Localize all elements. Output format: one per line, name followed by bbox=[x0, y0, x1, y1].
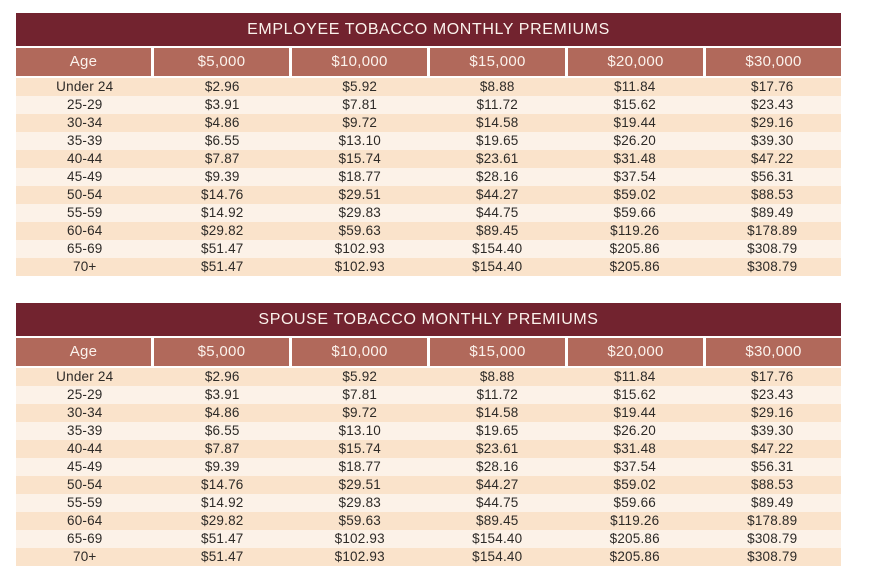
table-cell: $59.63 bbox=[338, 223, 381, 238]
table-cell: $17.76 bbox=[751, 79, 794, 94]
table-cell: $14.92 bbox=[201, 495, 244, 510]
table-cell: 60-64 bbox=[66, 513, 103, 528]
table-cell: $102.93 bbox=[334, 549, 385, 564]
table-cell: $26.20 bbox=[613, 423, 656, 438]
table-cell: $29.51 bbox=[338, 477, 381, 492]
table-cell: $89.49 bbox=[751, 495, 794, 510]
table-cell: $14.58 bbox=[476, 405, 519, 420]
column-header: Age bbox=[69, 343, 98, 360]
table-cell: Under 24 bbox=[56, 79, 114, 94]
table-cell: $205.86 bbox=[609, 241, 660, 256]
table-cell: $4.86 bbox=[204, 405, 240, 420]
table-cell: $88.53 bbox=[751, 187, 794, 202]
table-row bbox=[16, 404, 841, 422]
table-cell: $2.96 bbox=[204, 79, 240, 94]
table-cell: $14.76 bbox=[201, 477, 244, 492]
table-cell: $59.02 bbox=[613, 477, 656, 492]
table-row bbox=[16, 530, 841, 548]
table-cell: $15.74 bbox=[338, 151, 381, 166]
table-cell: $154.40 bbox=[472, 241, 523, 256]
table-cell: $102.93 bbox=[334, 531, 385, 546]
table-cell: $17.76 bbox=[751, 369, 794, 384]
table-cell: $119.26 bbox=[610, 513, 660, 528]
table-cell: $44.27 bbox=[476, 187, 519, 202]
table-cell: $7.81 bbox=[342, 97, 378, 112]
table-cell: $56.31 bbox=[751, 459, 794, 474]
table-cell: $154.40 bbox=[472, 531, 523, 546]
table-row bbox=[16, 114, 841, 132]
table-cell: 45-49 bbox=[66, 169, 103, 184]
table-cell: $102.93 bbox=[334, 241, 385, 256]
table-cell: $56.31 bbox=[751, 169, 794, 184]
table-cell: $14.58 bbox=[476, 115, 519, 130]
table-cell: $13.10 bbox=[338, 423, 381, 438]
table-cell: $9.39 bbox=[204, 459, 240, 474]
column-header: $5,000 bbox=[151, 48, 289, 76]
table-cell: $2.96 bbox=[204, 369, 240, 384]
table-cell: $102.93 bbox=[334, 259, 385, 274]
table-cell: $11.72 bbox=[476, 387, 518, 402]
spouse-table-title: SPOUSE TOBACCO MONTHLY PREMIUMS bbox=[16, 303, 841, 336]
table-cell: $205.86 bbox=[609, 531, 660, 546]
table-cell: $37.54 bbox=[613, 169, 656, 184]
table-cell: $51.47 bbox=[201, 531, 244, 546]
table-cell: 55-59 bbox=[66, 205, 103, 220]
column-header: $20,000 bbox=[565, 48, 703, 76]
table-cell: $5.92 bbox=[342, 79, 378, 94]
table-cell: 65-69 bbox=[66, 241, 103, 256]
table-cell: $59.63 bbox=[338, 513, 381, 528]
table-cell: 70+ bbox=[73, 549, 97, 564]
table-row bbox=[16, 240, 841, 258]
employee-table-body bbox=[16, 78, 841, 276]
table-cell: 40-44 bbox=[66, 441, 103, 456]
table-cell: $14.92 bbox=[201, 205, 244, 220]
table-cell: $19.44 bbox=[613, 405, 656, 420]
table-cell: $15.74 bbox=[338, 441, 381, 456]
table-cell: $9.39 bbox=[204, 169, 240, 184]
table-cell: 30-34 bbox=[66, 405, 103, 420]
column-header: $30,000 bbox=[703, 48, 841, 76]
table-cell: $18.77 bbox=[338, 169, 381, 184]
table-row bbox=[16, 494, 841, 512]
table-cell: $23.61 bbox=[476, 151, 519, 166]
table-row bbox=[16, 186, 841, 204]
table-cell: $4.86 bbox=[204, 115, 240, 130]
table-row bbox=[16, 150, 841, 168]
table-cell: $178.89 bbox=[747, 513, 798, 528]
table-cell: $44.75 bbox=[476, 495, 519, 510]
column-header: $15,000 bbox=[427, 48, 565, 76]
table-row bbox=[16, 368, 841, 386]
column-header: $10,000 bbox=[289, 48, 427, 76]
table-cell: $51.47 bbox=[201, 241, 244, 256]
table-cell: $7.87 bbox=[204, 151, 240, 166]
table-cell: $19.44 bbox=[613, 115, 656, 130]
table-cell: 60-64 bbox=[66, 223, 103, 238]
table-cell: $11.84 bbox=[614, 79, 656, 94]
table-cell: $26.20 bbox=[613, 133, 656, 148]
table-cell: $178.89 bbox=[747, 223, 798, 238]
table-cell: $308.79 bbox=[747, 259, 798, 274]
table-cell: $44.75 bbox=[476, 205, 519, 220]
table-row bbox=[16, 96, 841, 114]
table-cell: $6.55 bbox=[204, 133, 240, 148]
table-cell: $39.30 bbox=[751, 133, 794, 148]
table-cell: $5.92 bbox=[342, 369, 378, 384]
table-cell: $23.61 bbox=[476, 441, 519, 456]
spouse-premiums-table bbox=[16, 303, 841, 566]
table-cell: $89.45 bbox=[476, 223, 519, 238]
table-cell: $29.83 bbox=[338, 495, 381, 510]
table-cell: $29.16 bbox=[751, 115, 794, 130]
table-cell: $47.22 bbox=[751, 151, 794, 166]
table-row bbox=[16, 204, 841, 222]
table-cell: 50-54 bbox=[66, 477, 103, 492]
table-cell: $31.48 bbox=[613, 441, 656, 456]
table-cell: $59.66 bbox=[613, 205, 656, 220]
table-cell: $88.53 bbox=[751, 477, 794, 492]
column-header: $20,000 bbox=[565, 338, 703, 366]
table-cell: $37.54 bbox=[613, 459, 656, 474]
table-cell: 55-59 bbox=[66, 495, 103, 510]
table-cell: $51.47 bbox=[201, 259, 244, 274]
table-cell: $29.82 bbox=[201, 223, 244, 238]
table-cell: $154.40 bbox=[472, 259, 523, 274]
table-cell: $8.88 bbox=[479, 369, 515, 384]
table-cell: $23.43 bbox=[751, 387, 794, 402]
table-cell: $15.62 bbox=[613, 97, 656, 112]
spouse-table-body bbox=[16, 368, 841, 566]
table-cell: Under 24 bbox=[56, 369, 114, 384]
table-cell: $28.16 bbox=[476, 169, 519, 184]
table-cell: $308.79 bbox=[747, 531, 798, 546]
column-header: $30,000 bbox=[703, 338, 841, 366]
column-header: Age bbox=[69, 53, 98, 70]
table-row bbox=[16, 512, 841, 530]
table-cell: $51.47 bbox=[201, 549, 244, 564]
table-cell: 50-54 bbox=[66, 187, 103, 202]
table-cell: $13.10 bbox=[338, 133, 381, 148]
table-row bbox=[16, 440, 841, 458]
spouse-table-header-row bbox=[16, 338, 841, 366]
employee-table-title: EMPLOYEE TOBACCO MONTHLY PREMIUMS bbox=[16, 13, 841, 46]
table-cell: $3.91 bbox=[204, 97, 240, 112]
table-cell: 25-29 bbox=[66, 387, 103, 402]
table-cell: $23.43 bbox=[751, 97, 794, 112]
table-cell: $119.26 bbox=[610, 223, 660, 238]
table-cell: $9.72 bbox=[342, 405, 378, 420]
table-cell: $308.79 bbox=[747, 549, 798, 564]
table-cell: $15.62 bbox=[613, 387, 656, 402]
table-row bbox=[16, 222, 841, 240]
table-cell: $28.16 bbox=[476, 459, 519, 474]
employee-table-header-row bbox=[16, 48, 841, 76]
table-row bbox=[16, 132, 841, 150]
table-cell: 45-49 bbox=[66, 459, 103, 474]
table-cell: $11.84 bbox=[614, 369, 656, 384]
table-cell: $29.51 bbox=[338, 187, 381, 202]
table-cell: $6.55 bbox=[204, 423, 240, 438]
table-cell: $31.48 bbox=[613, 151, 656, 166]
table-cell: 70+ bbox=[73, 259, 97, 274]
table-cell: $89.45 bbox=[476, 513, 519, 528]
table-cell: $7.87 bbox=[204, 441, 240, 456]
table-cell: $18.77 bbox=[338, 459, 381, 474]
table-row bbox=[16, 422, 841, 440]
table-cell: $154.40 bbox=[472, 549, 523, 564]
table-row bbox=[16, 386, 841, 404]
table-cell: $29.82 bbox=[201, 513, 244, 528]
employee-premiums-table bbox=[16, 13, 841, 276]
table-cell: 35-39 bbox=[66, 133, 103, 148]
table-cell: 35-39 bbox=[66, 423, 103, 438]
table-row bbox=[16, 548, 841, 566]
table-cell: $39.30 bbox=[751, 423, 794, 438]
table-cell: 25-29 bbox=[66, 97, 103, 112]
table-cell: $19.65 bbox=[476, 133, 519, 148]
table-cell: $59.66 bbox=[613, 495, 656, 510]
table-cell: 40-44 bbox=[66, 151, 103, 166]
table-cell: $3.91 bbox=[204, 387, 240, 402]
table-row bbox=[16, 458, 841, 476]
table-cell: $19.65 bbox=[476, 423, 519, 438]
table-cell: 65-69 bbox=[66, 531, 103, 546]
column-header: $10,000 bbox=[289, 338, 427, 366]
table-cell: $14.76 bbox=[201, 187, 244, 202]
table-cell: $205.86 bbox=[609, 259, 660, 274]
table-cell: $29.83 bbox=[338, 205, 381, 220]
column-header: $15,000 bbox=[427, 338, 565, 366]
table-cell: $7.81 bbox=[342, 387, 378, 402]
table-cell: $11.72 bbox=[476, 97, 518, 112]
column-header: $5,000 bbox=[151, 338, 289, 366]
table-cell: $308.79 bbox=[747, 241, 798, 256]
table-cell: $59.02 bbox=[613, 187, 656, 202]
table-cell: $9.72 bbox=[342, 115, 378, 130]
table-cell: $29.16 bbox=[751, 405, 794, 420]
table-cell: $8.88 bbox=[479, 79, 515, 94]
table-row bbox=[16, 258, 841, 276]
table-cell: 30-34 bbox=[66, 115, 103, 130]
table-row bbox=[16, 168, 841, 186]
table-cell: $89.49 bbox=[751, 205, 794, 220]
table-cell: $47.22 bbox=[751, 441, 794, 456]
table-cell: $205.86 bbox=[609, 549, 660, 564]
table-row bbox=[16, 78, 841, 96]
table-cell: $44.27 bbox=[476, 477, 519, 492]
table-row bbox=[16, 476, 841, 494]
